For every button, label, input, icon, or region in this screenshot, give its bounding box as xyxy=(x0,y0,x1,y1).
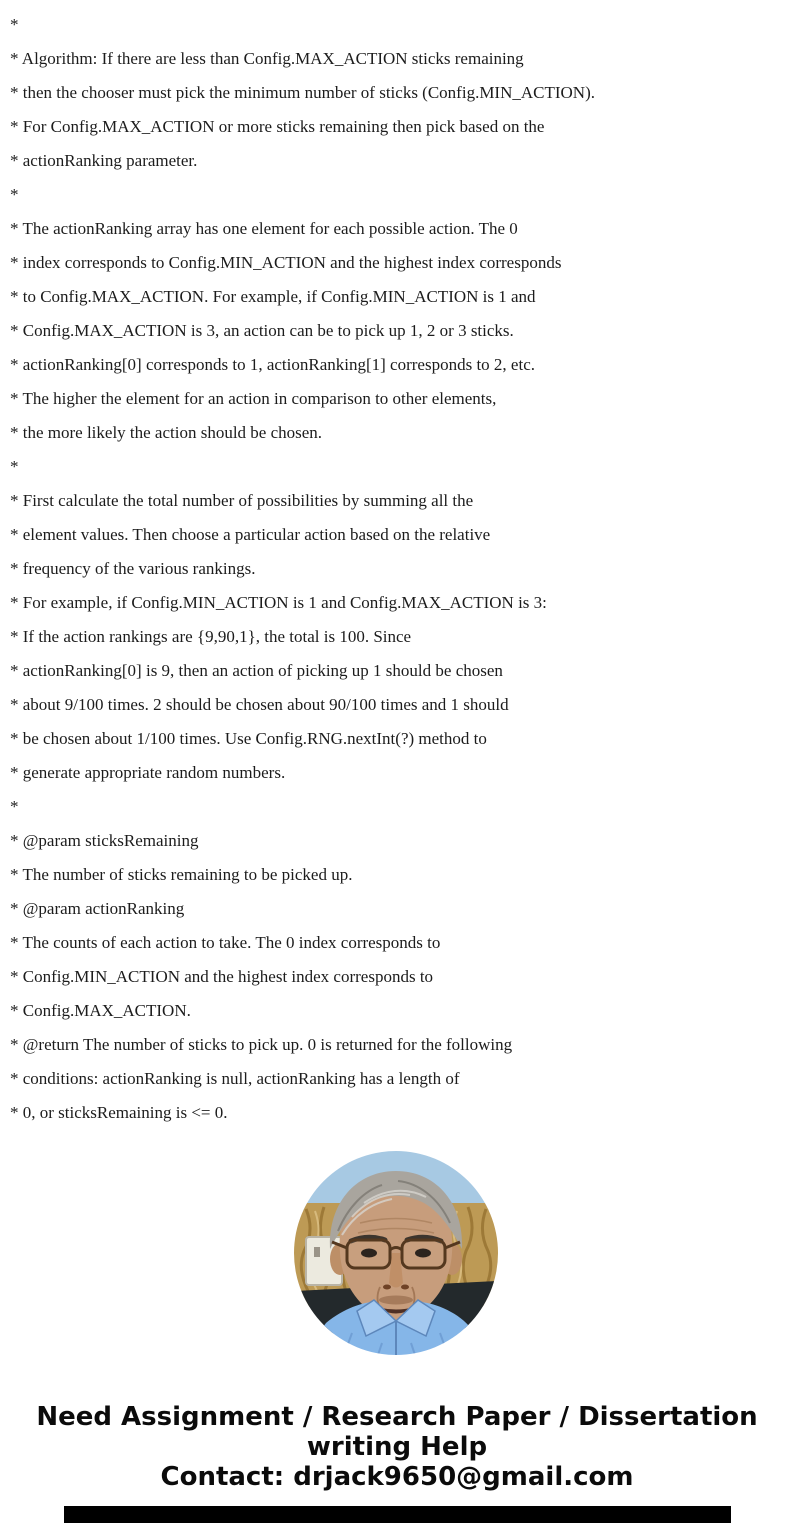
comment-line: * xyxy=(10,15,19,34)
nostril-right xyxy=(401,1285,409,1290)
comment-line: * frequency of the various rankings. xyxy=(10,559,256,578)
comment-line: * The counts of each action to take. The 0 index corresponds to xyxy=(10,933,441,952)
comment-line: * generate appropriate random numbers. xyxy=(10,763,286,782)
comment-line: * @param actionRanking xyxy=(10,899,185,918)
comment-line: * For Config.MAX_ACTION or more sticks remaining then pick based on the xyxy=(10,117,545,136)
comment-line: * First calculate the total number of possibilities by summing all the xyxy=(10,491,474,510)
wall-switch xyxy=(314,1247,320,1257)
footer-heading-line-1: Need Assignment / Research Paper / Dissertation xyxy=(36,1402,758,1432)
comment-line: * xyxy=(10,797,19,816)
comment-line: * 0, or sticksRemaining is <= 0. xyxy=(10,1103,228,1122)
comment-line: * conditions: actionRanking is null, actionRanking has a length of xyxy=(10,1069,460,1088)
comment-line: * element values. Then choose a particular action based on the relative xyxy=(10,525,491,544)
comment-line: * Config.MIN_ACTION and the highest index corresponds to xyxy=(10,967,434,986)
comment-line: * The higher the element for an action in comparison to other elements, xyxy=(10,389,497,408)
comment-line: * Algorithm: If there are less than Config.MAX_ACTION sticks remaining xyxy=(10,49,524,68)
eye-right xyxy=(415,1249,431,1258)
comment-line: * For example, if Config.MIN_ACTION is 1 and Config.MAX_ACTION is 3: xyxy=(10,593,547,612)
presenter-photo-drawing xyxy=(294,1151,498,1355)
nostril-left xyxy=(383,1285,391,1290)
comment-line: * If the action rankings are {9,90,1}, the total is 100. Since xyxy=(10,627,412,646)
comment-line: * @return The number of sticks to pick up. 0 is returned for the following xyxy=(10,1035,513,1054)
comment-line: * The number of sticks remaining to be picked up. xyxy=(10,865,353,884)
footer-ad xyxy=(0,1402,794,1492)
footer-contact-line: Contact: drjack9650@gmail.com xyxy=(160,1462,634,1492)
comment-line: * the more likely the action should be chosen. xyxy=(10,423,323,442)
comment-line: * actionRanking parameter. xyxy=(10,151,198,170)
comment-line: * The actionRanking array has one element for each possible action. The 0 xyxy=(10,219,518,238)
comment-line: * be chosen about 1/100 times. Use Config.RNG.nextInt(?) method to xyxy=(10,729,487,748)
comment-line: * @param sticksRemaining xyxy=(10,831,199,850)
comment-line: * xyxy=(10,457,19,476)
mustache-shadow xyxy=(379,1296,413,1305)
footer-heading-line-2: writing Help xyxy=(306,1432,488,1462)
presenter-photo xyxy=(294,1151,498,1355)
eye-left xyxy=(361,1249,377,1258)
comment-line: * actionRanking[0] is 9, then an action of picking up 1 should be chosen xyxy=(10,661,503,680)
comment-line: * index corresponds to Config.MIN_ACTION and the highest index corresponds xyxy=(10,253,562,272)
comment-line: * xyxy=(10,185,19,204)
comment-line: * then the chooser must pick the minimum number of sticks (Config.MIN_ACTION). xyxy=(10,83,595,102)
comment-line: * actionRanking[0] corresponds to 1, actionRanking[1] corresponds to 2, etc. xyxy=(10,355,535,374)
comment-line: * Config.MAX_ACTION. xyxy=(10,1001,191,1020)
comment-line: * Config.MAX_ACTION is 3, an action can be to pick up 1, 2 or 3 sticks. xyxy=(10,321,514,340)
bottom-black-bar xyxy=(64,1506,731,1523)
comment-line: * to Config.MAX_ACTION. For example, if Config.MIN_ACTION is 1 and xyxy=(10,287,536,306)
comment-line: * about 9/100 times. 2 should be chosen about 90/100 times and 1 should xyxy=(10,695,509,714)
javadoc-comment-block xyxy=(10,8,790,1130)
